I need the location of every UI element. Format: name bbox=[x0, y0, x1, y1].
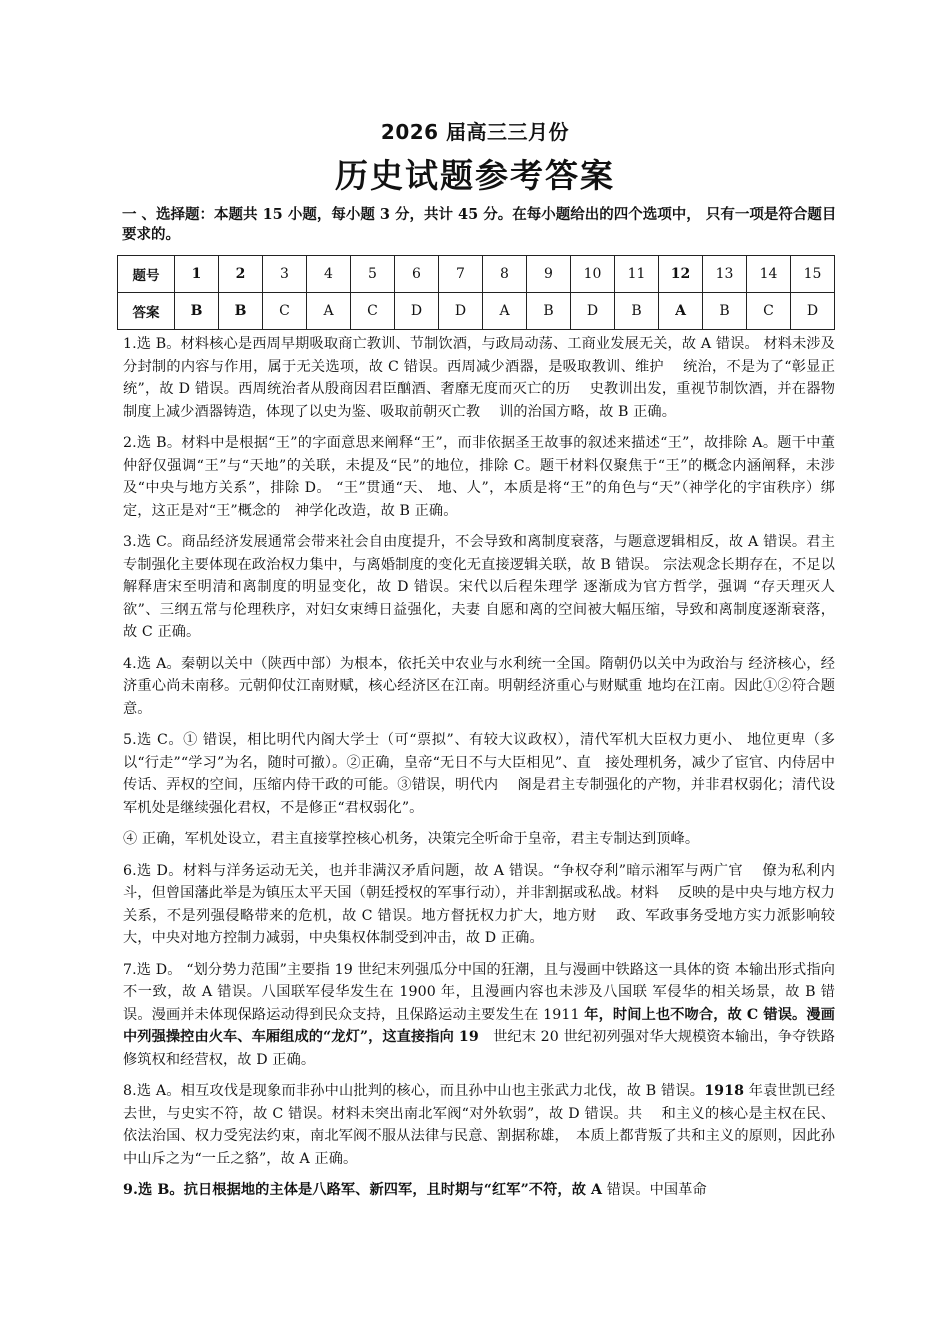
explanation-3: 3.选 C。商品经济发展通常会带来社会自由度提升，不会导致和离制度衰落，与题意逻辑相反，故 A 错误。君主专制强化主要体现在政治权力集中，与离婚制度的变化无直接逻辑关联，故 B 错误。 宗法观念长期存在，不足以解释唐宋至明清和离制度的明显变化，故 D 错误。宋代以后程朱理学 逐渐成为官方哲学，强调 “存天理灭人欲”、三纲五常与伦理秩序，对妇女束缚日益强化，夫妻 自愿和离的空间被大幅压缩，导致和离制度逐渐衰落，故 C 正确。 bbox=[123, 534, 835, 640]
question-number: 3 bbox=[263, 256, 307, 293]
answer-cell: C bbox=[351, 293, 395, 330]
question-number: 1 bbox=[175, 256, 219, 293]
explanation-8-text-bold: 1918 bbox=[704, 1083, 745, 1099]
explanation-5: 5.选 C。① 错误，相比明代内阁大学士（可“票拟”、有较大议政权），清代军机大臣权力更小、 地位更卑（多以“行走”“学习”为名，随时可撤）。②正确，皇帝“无日不与大臣相见”、直 接处理机务，减少了宦官、内侍居中传话、弄权的空间，压缩内侍干政的可能。③错误，明代内 阁是君主专制强化的产物，并非君权弱化；清代设军机处是继续强化君权，不是修正“君权弱化”。 bbox=[123, 732, 835, 816]
answer-cell: D bbox=[439, 293, 483, 330]
answer-cell: C bbox=[747, 293, 791, 330]
question-number: 12 bbox=[659, 256, 703, 293]
question-number: 15 bbox=[791, 256, 835, 293]
answer-table bbox=[117, 255, 835, 330]
explanation-7-text-b: 世纪末 20 世纪初列强对华大规模资本输出，争夺铁路修筑权和经营权，故 D 正确。 bbox=[123, 1029, 835, 1068]
question-number: 5 bbox=[351, 256, 395, 293]
exam-session-title: 2026 届高三三月份 bbox=[380, 120, 570, 144]
answer-cell: D bbox=[791, 293, 835, 330]
answer-cell: B bbox=[527, 293, 571, 330]
answer-row bbox=[118, 293, 835, 330]
question-number-row bbox=[118, 256, 835, 293]
explanation-8-text-b: 年袁世凯已经去世，与史实不符，故 C 错误。材料未突出南北军阀“对外软弱”，故 D 错误。共 和主义的核心是主权在民、依法治国、权力受宪法约束，南北军阀不服从法律与民意、割据称雄， 本质上都背叛了共和主义的原则，因此孙中山斥之为“一丘之貉”，故 A 正确。 bbox=[123, 1083, 835, 1167]
question-number: 9 bbox=[527, 256, 571, 293]
question-row-header: 题号 bbox=[118, 256, 175, 293]
answer-cell: B bbox=[703, 293, 747, 330]
explanation-7 bbox=[123, 959, 835, 1072]
explanation-8 bbox=[123, 1080, 835, 1170]
question-number: 10 bbox=[571, 256, 615, 293]
explanation-1: 1.选 B。材料核心是西周早期吸取商亡教训、节制饮酒，与政局动荡、工商业发展无关，故 A 错误。 材料未涉及分封制的内容与作用，属于无关选项，故 C 错误。西周减少酒器，是吸取教训、维护 统治，不是为了“彰显正统”，故 D 错误。西周统治者从殷商因君臣酗酒、奢靡无度而灭亡的历 史教训出发，重视节制饮酒，并在器物制度上减少酒器铸造，体现了以史为鉴、吸取前朝灭亡教 训的治国方略，故 B 正确。 bbox=[123, 336, 835, 420]
answer-cell: B bbox=[175, 293, 219, 330]
explanation-9 bbox=[123, 1179, 835, 1202]
explanation-2: 2.选 B。材料中是根据“王”的字面意思来阐释“王”，而非依据圣王故事的叙述来描述“王”，故排除 A。题干中董仲舒仅强调“王”与“天地”的关联，未提及“民”的地位，排除 C。题干材料仅聚焦于“王”的概念内涵阐释，未涉及“中央与地方关系”，排除 D。 “王”贯通“天、 地、人”，本质是将“王”的角色与“天”（神学化的宇宙秩序）绑定，这正是对“王”概念的 神学化改造，故 B 正确。 bbox=[123, 435, 835, 519]
answer-cell: D bbox=[571, 293, 615, 330]
answer-cell: A bbox=[483, 293, 527, 330]
answer-cell: D bbox=[395, 293, 439, 330]
explanation-9-text-b: 错误。中国革命 bbox=[602, 1182, 707, 1198]
explanations bbox=[123, 333, 835, 1211]
answer-cell: B bbox=[615, 293, 659, 330]
section-heading: 一 、选择题：本题共 15 小题，每小题 3 分，共计 45 分。在每小题给出的四个选项中， 只有一项是符合题目要求的。 bbox=[122, 206, 837, 243]
question-number: 4 bbox=[307, 256, 351, 293]
question-number: 14 bbox=[747, 256, 791, 293]
explanation-7-text-bold: 年，时间上也不吻合，故 C 错误。漫画中列强操控由火车、车厢组成的“龙灯”，这直接指向 19 bbox=[123, 1006, 835, 1045]
explanation-8-text-a: 8.选 A。相互攻伐是现象而非孙中山批判的核心，而且孙中山也主张武力北伐，故 B 错误。 bbox=[123, 1083, 705, 1099]
explanation-7-text-a: 7.选 D。 “划分势力范围”主要指 19 世纪末列强瓜分中国的狂潮，且与漫画中铁路这一具体的资 本输出形式指向不一致，故 A 错误。八国联军侵华发生在 1900 年，且漫画内容也未涉及八国联 军侵华的相关场景，故 B 错误。漫画并未体现保路运动得到民众支持，且保路运动主要发生在 1911 bbox=[123, 961, 835, 1023]
answer-cell: A bbox=[659, 293, 703, 330]
question-number: 13 bbox=[703, 256, 747, 293]
explanation-6: 6.选 D。材料与洋务运动无关，也并非满汉矛盾问题，故 A 错误。“争权夺利”暗示湘军与两广官 僚为私利内斗，但曾国藩此举是为镇压太平天国（朝廷授权的军事行动），并非割据或私战。材料 反映的是中央与地方权力关系，不是列强侵略带来的危机，故 C 错误。地方督抚权力扩大，地方财 政、军政事务受地方实力派影响较大，中央对地方控制力减弱，中央集权体制受到冲击，故 D 正确。 bbox=[123, 862, 835, 946]
answer-cell: A bbox=[307, 293, 351, 330]
question-number: 7 bbox=[439, 256, 483, 293]
answer-cell: C bbox=[263, 293, 307, 330]
question-number: 6 bbox=[395, 256, 439, 293]
question-number: 8 bbox=[483, 256, 527, 293]
explanation-4: 4.选 A。秦朝以关中（陕西中部）为根本，依托关中农业与水利统一全国。隋朝仍以关中为政治与 经济核心，经济重心尚未南移。元朝仰仗江南财赋，核心经济区在江南。明朝经济重心与财赋重 地均在江南。因此①②符合题意。 bbox=[123, 655, 835, 717]
answer-row-header: 答案 bbox=[118, 293, 175, 330]
question-number: 11 bbox=[615, 256, 659, 293]
explanation-9-text-bold: 9.选 B。抗日根据地的主体是八路军、新四军，且时期与“红军”不符，故 A bbox=[123, 1182, 603, 1198]
answer-cell: B bbox=[219, 293, 263, 330]
explanation-5-continued: ④ 正确，军机处设立，君主直接掌控核心机务，决策完全听命于皇帝，君主专制达到顶峰。 bbox=[123, 831, 700, 847]
question-number: 2 bbox=[219, 256, 263, 293]
page-title: 历史试题参考答案 bbox=[335, 156, 615, 195]
